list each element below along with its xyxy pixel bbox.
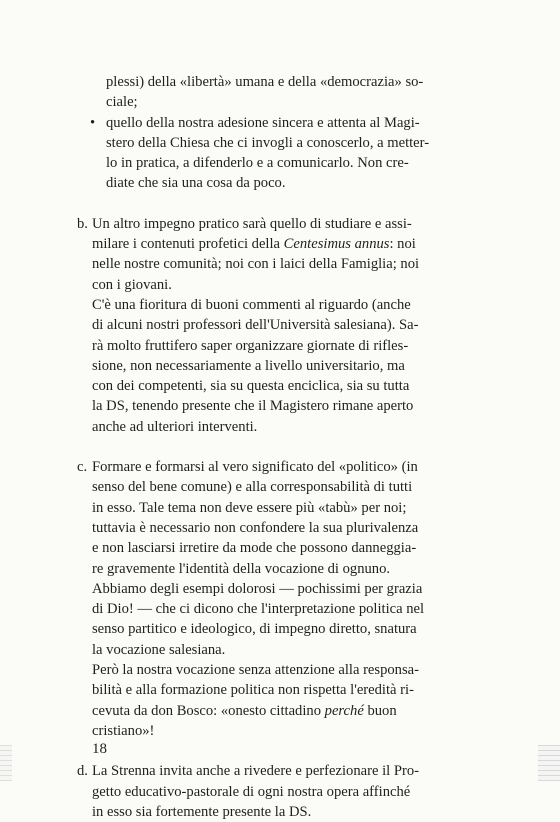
line-text: Un altro impegno pratico sarà quello di studiare e assi-: [92, 215, 412, 232]
text-line: [92, 518, 486, 538]
text-line: [92, 538, 486, 558]
text-line: [77, 457, 486, 477]
text-line: [92, 356, 486, 376]
item-label: c.: [77, 459, 88, 476]
line-text: Abbiamo degli esempi dolorosi — pochissimi per grazia: [92, 580, 423, 597]
text-line: [92, 72, 486, 92]
line-text: bilità e alla formazione politica non rispetta l'eredità ri-: [92, 682, 414, 699]
paragraph-gap: [92, 437, 486, 457]
line-text: lo in pratica, a difenderlo e a comunicarlo. Non cre-: [106, 155, 409, 172]
line-text: La Strenna invita anche a rivedere e perfezionare il Pro-: [92, 763, 419, 780]
text-line: [92, 295, 486, 315]
text-line: [92, 173, 486, 193]
line-text: sione, non necessariamente a livello universitario, ma: [92, 357, 405, 374]
line-text: la vocazione salesiana.: [92, 641, 226, 658]
line-text: con i giovani.: [92, 276, 172, 293]
text-line: [92, 477, 486, 497]
text-line: [92, 315, 486, 335]
line-text: in esso. Tale tema non deve essere più «tabù» per noi;: [92, 499, 407, 516]
page-number: 18: [92, 741, 107, 757]
text-line: [92, 599, 486, 619]
body-text: [77, 72, 486, 822]
line-text: tuttavia è necessario non confondere la sua plurivalenza: [92, 519, 419, 536]
line-text: ciale;: [106, 94, 138, 111]
scan-edge-right: [538, 745, 560, 781]
line-text: senso del bene comune) e alla corresponsabilità di tutti: [92, 479, 413, 496]
text-line: [92, 782, 486, 802]
line-text: la DS, tenendo presente che il Magistero rimane aperto: [92, 398, 414, 415]
text-line: [92, 275, 486, 295]
text-line: [92, 680, 486, 700]
text-line: [92, 234, 486, 254]
text-line: [92, 579, 486, 599]
line-text: rà molto fruttifero saper organizzare giornate di rifles-: [92, 337, 409, 354]
text-line: [92, 559, 486, 579]
text-line: [92, 376, 486, 396]
scan-edge-left: [0, 745, 12, 781]
item-label: b.: [77, 215, 88, 232]
text-line: [92, 153, 486, 173]
line-text: milare i contenuti profetici della Centesimus annus: noi: [92, 236, 416, 253]
paragraph-gap: [92, 741, 486, 761]
line-text: cevuta da don Bosco: «onesto cittadino perché buon: [92, 702, 397, 719]
line-text: in esso sia fortemente presente la DS.: [92, 803, 312, 820]
text-line: [92, 92, 486, 112]
text-line: [92, 640, 486, 660]
line-text: diate che sia una cosa da poco.: [106, 175, 286, 192]
text-line: [92, 498, 486, 518]
line-text: senso partitico e ideologico, di impegno diretto, snatura: [92, 621, 417, 638]
line-text: getto educativo-pastorale di ogni nostra opera affinché: [92, 783, 411, 800]
line-text: anche ad ulteriori interventi.: [92, 418, 258, 435]
bullet-icon: •: [90, 114, 96, 131]
text-line: [92, 619, 486, 639]
line-text: C'è una fioritura di buoni commenti al riguardo (anche: [92, 296, 411, 313]
item-label: d.: [77, 763, 88, 780]
line-text: con dei competenti, sia su questa enciclica, sia su tutta: [92, 378, 410, 395]
text-line: [92, 113, 486, 133]
text-line: [92, 396, 486, 416]
line-text: stero della Chiesa che ci invogli a conoscerlo, a metter-: [106, 134, 430, 151]
line-text: re gravemente l'identità della vocazione di ognuno.: [92, 560, 391, 577]
text-line: [92, 802, 486, 822]
line-text: e non lasciarsi irretire da mode che possono danneggia-: [92, 540, 417, 557]
line-text: di Dio! — che ci dicono che l'interpretazione politica nel: [92, 601, 425, 618]
text-line: [92, 701, 486, 721]
text-line: [92, 721, 486, 741]
line-text: quello della nostra adesione sincera e attenta al Magi-: [106, 114, 420, 131]
text-line: [92, 336, 486, 356]
line-text: cristiano»!: [92, 722, 155, 739]
text-line: [77, 214, 486, 234]
text-line: [77, 761, 486, 781]
paragraph-gap: [92, 194, 486, 214]
text-line: [92, 660, 486, 680]
line-text: di alcuni nostri professori dell'Università salesiana). Sa-: [92, 317, 419, 334]
line-text: Formare e formarsi al vero significato del «politico» (in: [92, 459, 418, 476]
text-line: [92, 417, 486, 437]
line-text: plessi) della «libertà» umana e della «democrazia» so-: [106, 74, 424, 90]
line-text: Però la nostra vocazione senza attenzione alla responsa-: [92, 662, 419, 679]
text-line: [92, 133, 486, 153]
line-text: nelle nostre comunità; noi con i laici della Famiglia; noi: [92, 256, 420, 273]
text-line: [92, 254, 486, 274]
